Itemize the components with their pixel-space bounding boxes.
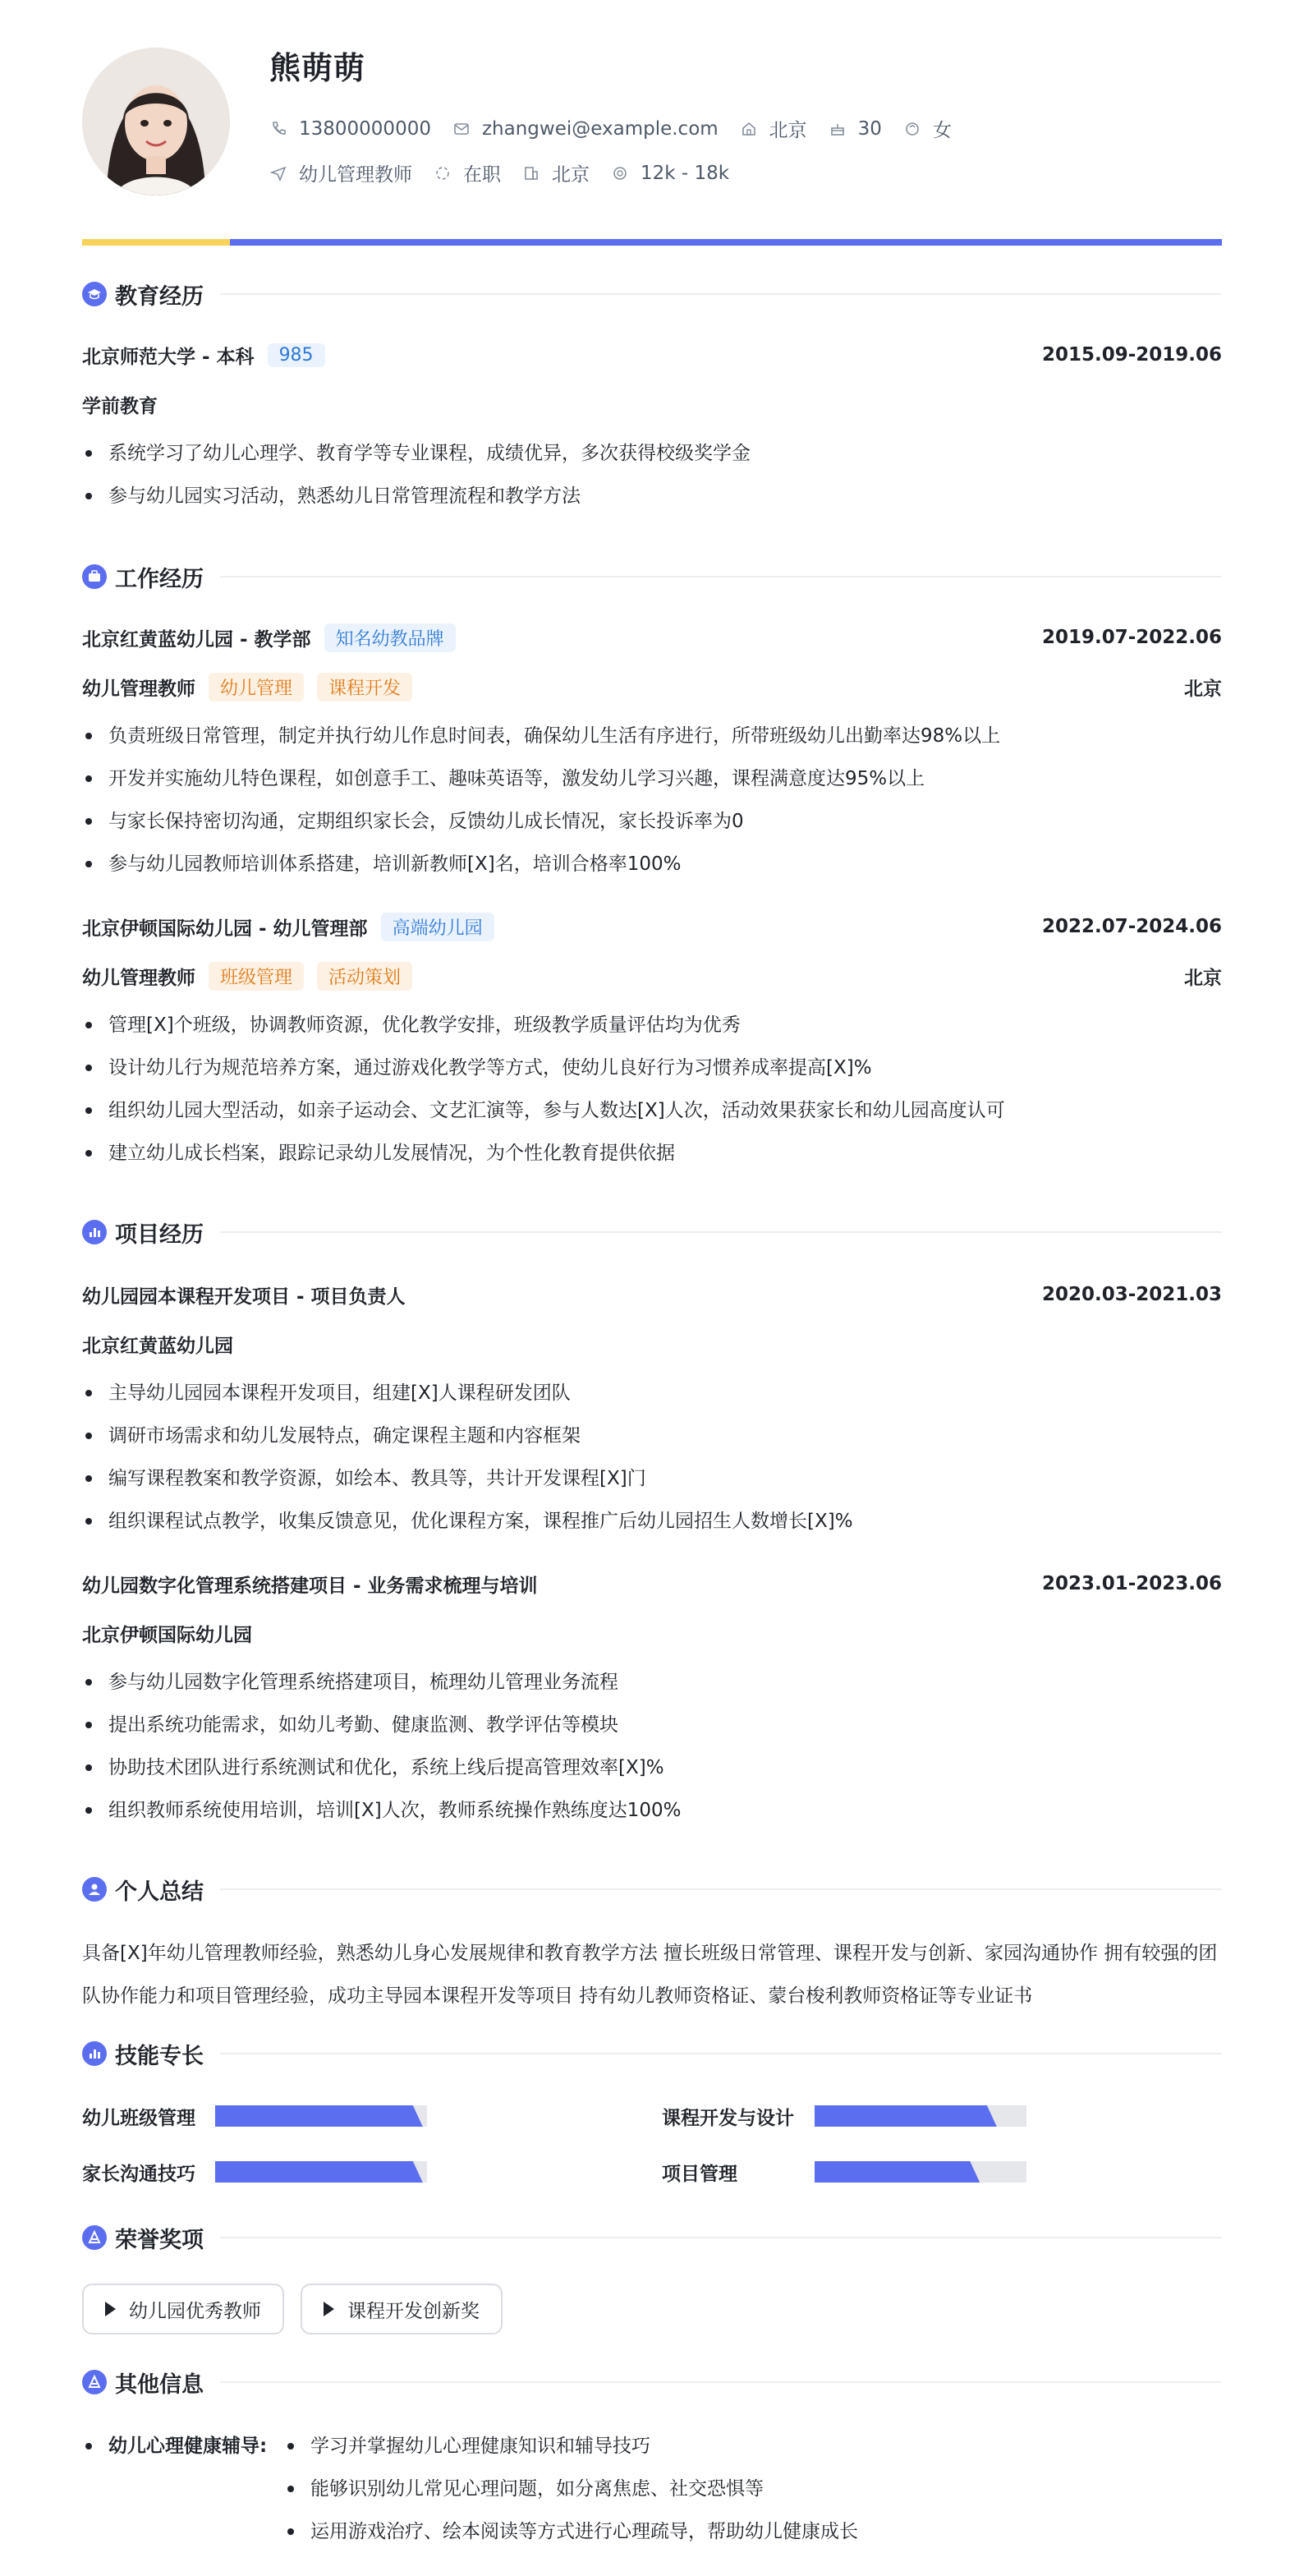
education-major-row [82, 388, 1222, 421]
send-icon [269, 164, 287, 182]
project-date: 2020.03-2021.03 [1041, 1284, 1222, 1305]
play-icon [105, 2302, 116, 2316]
skill-name: 课程开发与设计 [662, 2107, 794, 2129]
skill-name: 家长沟通技巧 [82, 2163, 195, 2185]
salary-text: 12k - 18k [641, 162, 730, 184]
skill-item [662, 2155, 1040, 2188]
age-item [829, 118, 882, 140]
hometown-item [740, 115, 807, 142]
list-item: 与家长保持密切沟通，定期组织家长会，反馈幼儿成长情况，家长投诉率为0 [82, 800, 1222, 843]
project-2-org-row [82, 1617, 1222, 1649]
section-title-education: 教育经历 [115, 283, 204, 310]
city-item [522, 159, 590, 186]
list-item: 编写课程教案和教学资源，如绘本、教具等，共计开发课程[X]门 [82, 1457, 1222, 1500]
project-org: 北京伊顿国际幼儿园 [82, 1624, 252, 1646]
honor-label: 课程开发创新奖 [347, 2300, 480, 2322]
list-item: 提出系统功能需求，如幼儿考勤、健康监测、教学评估等模块 [82, 1704, 1222, 1746]
salary-item [611, 163, 729, 184]
list-item: 组织课程试点教学，收集反馈意见，优化课程方案，课程推广后幼儿园招生人数增长[X]% [82, 1500, 1222, 1543]
other-label: 幼儿心理健康辅导: [82, 2425, 267, 2468]
project-1-org-row [82, 1327, 1222, 1360]
company-name: 北京伊顿国际幼儿园 - 幼儿管理部 [82, 918, 368, 940]
status-item [434, 159, 501, 186]
role-tag: 课程开发 [317, 673, 412, 702]
skill-bar-fill [215, 2105, 423, 2127]
list-item: 调研市场需求和幼儿发展特点，确定课程主题和内容框架 [82, 1414, 1222, 1457]
header-divider [82, 239, 1222, 246]
section-title-summary: 个人总结 [115, 1879, 204, 1905]
project-date: 2023.01-2023.06 [1041, 1573, 1222, 1594]
education-date: 2015.09-2019.06 [1041, 344, 1222, 366]
status-text: 在职 [463, 164, 501, 186]
contact-row [269, 115, 973, 142]
other-list [284, 2425, 858, 2553]
company-tag: 高端幼儿园 [381, 913, 494, 941]
list-item: 组织教师系统使用培训，培训[X]人次，教师系统操作熟练度达100% [82, 1789, 1222, 1832]
honor-badge [82, 2284, 284, 2334]
section-summary [82, 1873, 1222, 1906]
section-other [82, 2366, 1222, 2399]
role-title: 幼儿管理教师 [82, 678, 195, 700]
skill-bar [215, 2105, 427, 2127]
candidate-name: 熊萌萌 [269, 50, 366, 86]
email-text: zhangwei@example.com [481, 117, 719, 140]
age-text: 30 [857, 117, 882, 140]
section-work [82, 560, 1222, 593]
briefcase-icon [82, 564, 107, 589]
list-item: 设计幼儿行为规范培养方案，通过游戏化教学等方式，使幼儿良好行为习惯养成率提高[X]% [82, 1046, 1222, 1089]
skill-item [82, 2100, 427, 2132]
section-title-skills: 技能专长 [115, 2043, 204, 2069]
skill-bar-fill [815, 2161, 980, 2183]
list-item: 系统学习了幼儿心理学、教育学等专业课程，成绩优异，多次获得校级奖学金 [82, 432, 1222, 475]
project-2-header [82, 1567, 1222, 1600]
graduation-cap-icon [82, 282, 107, 306]
bar-chart-icon [82, 1220, 107, 1244]
school-name: 北京师范大学 - 本科 [82, 346, 255, 368]
list-item: 学习并掌握幼儿心理健康知识和辅导技巧 [284, 2425, 858, 2468]
skill-bar-fill [215, 2161, 423, 2183]
school-tag: 985 [268, 343, 325, 367]
phone-icon [269, 120, 287, 138]
work-location: 北京 [1184, 678, 1222, 700]
cake-icon [829, 120, 847, 138]
work-2-role-row [82, 959, 1222, 992]
role-tag: 幼儿管理 [209, 673, 304, 702]
skill-bar [815, 2105, 1026, 2127]
work-location: 北京 [1184, 967, 1222, 989]
project-1-bullets [82, 1372, 1222, 1543]
job-intent-row [269, 159, 751, 186]
hometown-text: 北京 [769, 120, 807, 141]
play-icon [324, 2302, 334, 2316]
coin-icon [611, 164, 629, 182]
work-date: 2019.07-2022.06 [1041, 627, 1222, 648]
project-1-header [82, 1278, 1222, 1311]
gender-icon [903, 120, 921, 138]
loading-icon [434, 164, 452, 182]
list-item: 参与幼儿园数字化管理系统搭建项目，梳理幼儿管理业务流程 [82, 1661, 1222, 1704]
list-item: 参与幼儿园教师培训体系搭建，培训新教师[X]名，培训合格率100% [82, 843, 1222, 886]
role-title: 幼儿管理教师 [82, 967, 195, 989]
email-icon [452, 120, 471, 138]
bar-chart-icon [82, 2041, 107, 2066]
section-title-work: 工作经历 [115, 566, 204, 592]
summary-text: 具备[X]年幼儿管理教师经验，熟悉幼儿身心发展规律和教育教学方法 擅长班级日常管理、课程开发与创新、家园沟通协作 拥有较强的团队协作能力和项目管理经验，成功主导园本课程开发等项目 持有幼儿教师资格证、蒙台梭利教师资格证等专业证书 [82, 1943, 1218, 2007]
list-item: 开发并实施幼儿特色课程，如创意手工、趣味英语等，激发幼儿学习兴趣，课程满意度达95%以上 [82, 757, 1222, 800]
list-item: 负责班级日常管理，制定并执行幼儿作息时间表，确保幼儿生活有序进行，所带班级幼儿出勤率达98%以上 [82, 715, 1222, 757]
phone-text: 13800000000 [299, 117, 431, 140]
skill-item [82, 2155, 427, 2188]
honor-label: 幼儿园优秀教师 [129, 2300, 261, 2322]
project-title: 幼儿园园本课程开发项目 - 项目负责人 [82, 1286, 406, 1308]
skill-bar-fill [815, 2105, 997, 2127]
list-item: 协助技术团队进行系统测试和优化，系统上线后提高管理效率[X]% [82, 1746, 1222, 1789]
list-item: 参与幼儿园实习活动，熟悉幼儿日常管理流程和教学方法 [82, 475, 1222, 518]
section-projects [82, 1216, 1222, 1249]
list-item: 能够识别幼儿常见心理问题，如分离焦虑、社交恐惧等 [284, 2468, 858, 2510]
role-tag: 班级管理 [209, 962, 304, 991]
gender-item [903, 115, 952, 142]
home-icon [740, 120, 758, 138]
list-item: 组织幼儿园大型活动，如亲子运动会、文艺汇演等，参与人数达[X]人次，活动效果获家长和幼儿园高度认可 [82, 1089, 1222, 1132]
section-honors [82, 2221, 1222, 2254]
skill-bar [815, 2161, 1026, 2183]
city-text: 北京 [552, 164, 590, 186]
gender-text: 女 [932, 120, 952, 141]
list-item: 管理[X]个班级，协调教师资源，优化教学安排，班级教学质量评估均为优秀 [82, 1004, 1222, 1046]
major: 学前教育 [82, 395, 158, 417]
list-item: 主导幼儿园园本课程开发项目，组建[X]人课程研发团队 [82, 1372, 1222, 1414]
skill-name: 幼儿班级管理 [82, 2107, 195, 2129]
job-target-text: 幼儿管理教师 [299, 164, 412, 186]
section-education [82, 278, 1222, 310]
user-icon [82, 1877, 107, 1902]
section-title-other: 其他信息 [115, 2371, 204, 2398]
work-date: 2022.07-2024.06 [1041, 916, 1222, 937]
building-icon [522, 164, 540, 182]
project-title: 幼儿园数字化管理系统搭建项目 - 业务需求梳理与培训 [82, 1575, 538, 1597]
honor-badge [301, 2284, 503, 2334]
list-item: 建立幼儿成长档案，跟踪记录幼儿发展情况，为个性化教育提供依据 [82, 1132, 1222, 1175]
role-tag: 活动策划 [317, 962, 412, 991]
work-1-bullets [82, 715, 1222, 886]
phone-item [269, 118, 431, 140]
award-icon [82, 2225, 107, 2250]
section-title-honors: 荣誉奖项 [115, 2227, 204, 2253]
project-org: 北京红黄蓝幼儿园 [82, 1335, 233, 1357]
email-item [452, 118, 719, 140]
work-2-header [82, 910, 1222, 943]
work-1-role-row [82, 670, 1222, 703]
work-2-bullets [82, 1004, 1222, 1175]
education-bullets [82, 432, 1222, 518]
job-target-item [269, 159, 412, 186]
skill-name: 项目管理 [662, 2163, 737, 2185]
work-1-header [82, 621, 1222, 654]
skill-item [662, 2100, 1040, 2132]
company-tag: 知名幼教品牌 [324, 623, 456, 652]
list-item: 运用游戏治疗、绘本阅读等方式进行心理疏导，帮助幼儿健康成长 [284, 2510, 858, 2553]
section-title-projects: 项目经历 [115, 1221, 204, 1248]
section-skills [82, 2037, 1222, 2070]
company-name: 北京红黄蓝幼儿园 - 教学部 [82, 628, 311, 651]
avatar [82, 48, 230, 196]
award-icon [82, 2370, 107, 2394]
skill-bar [215, 2161, 427, 2183]
education-header [82, 338, 1222, 371]
project-2-bullets [82, 1661, 1222, 1832]
